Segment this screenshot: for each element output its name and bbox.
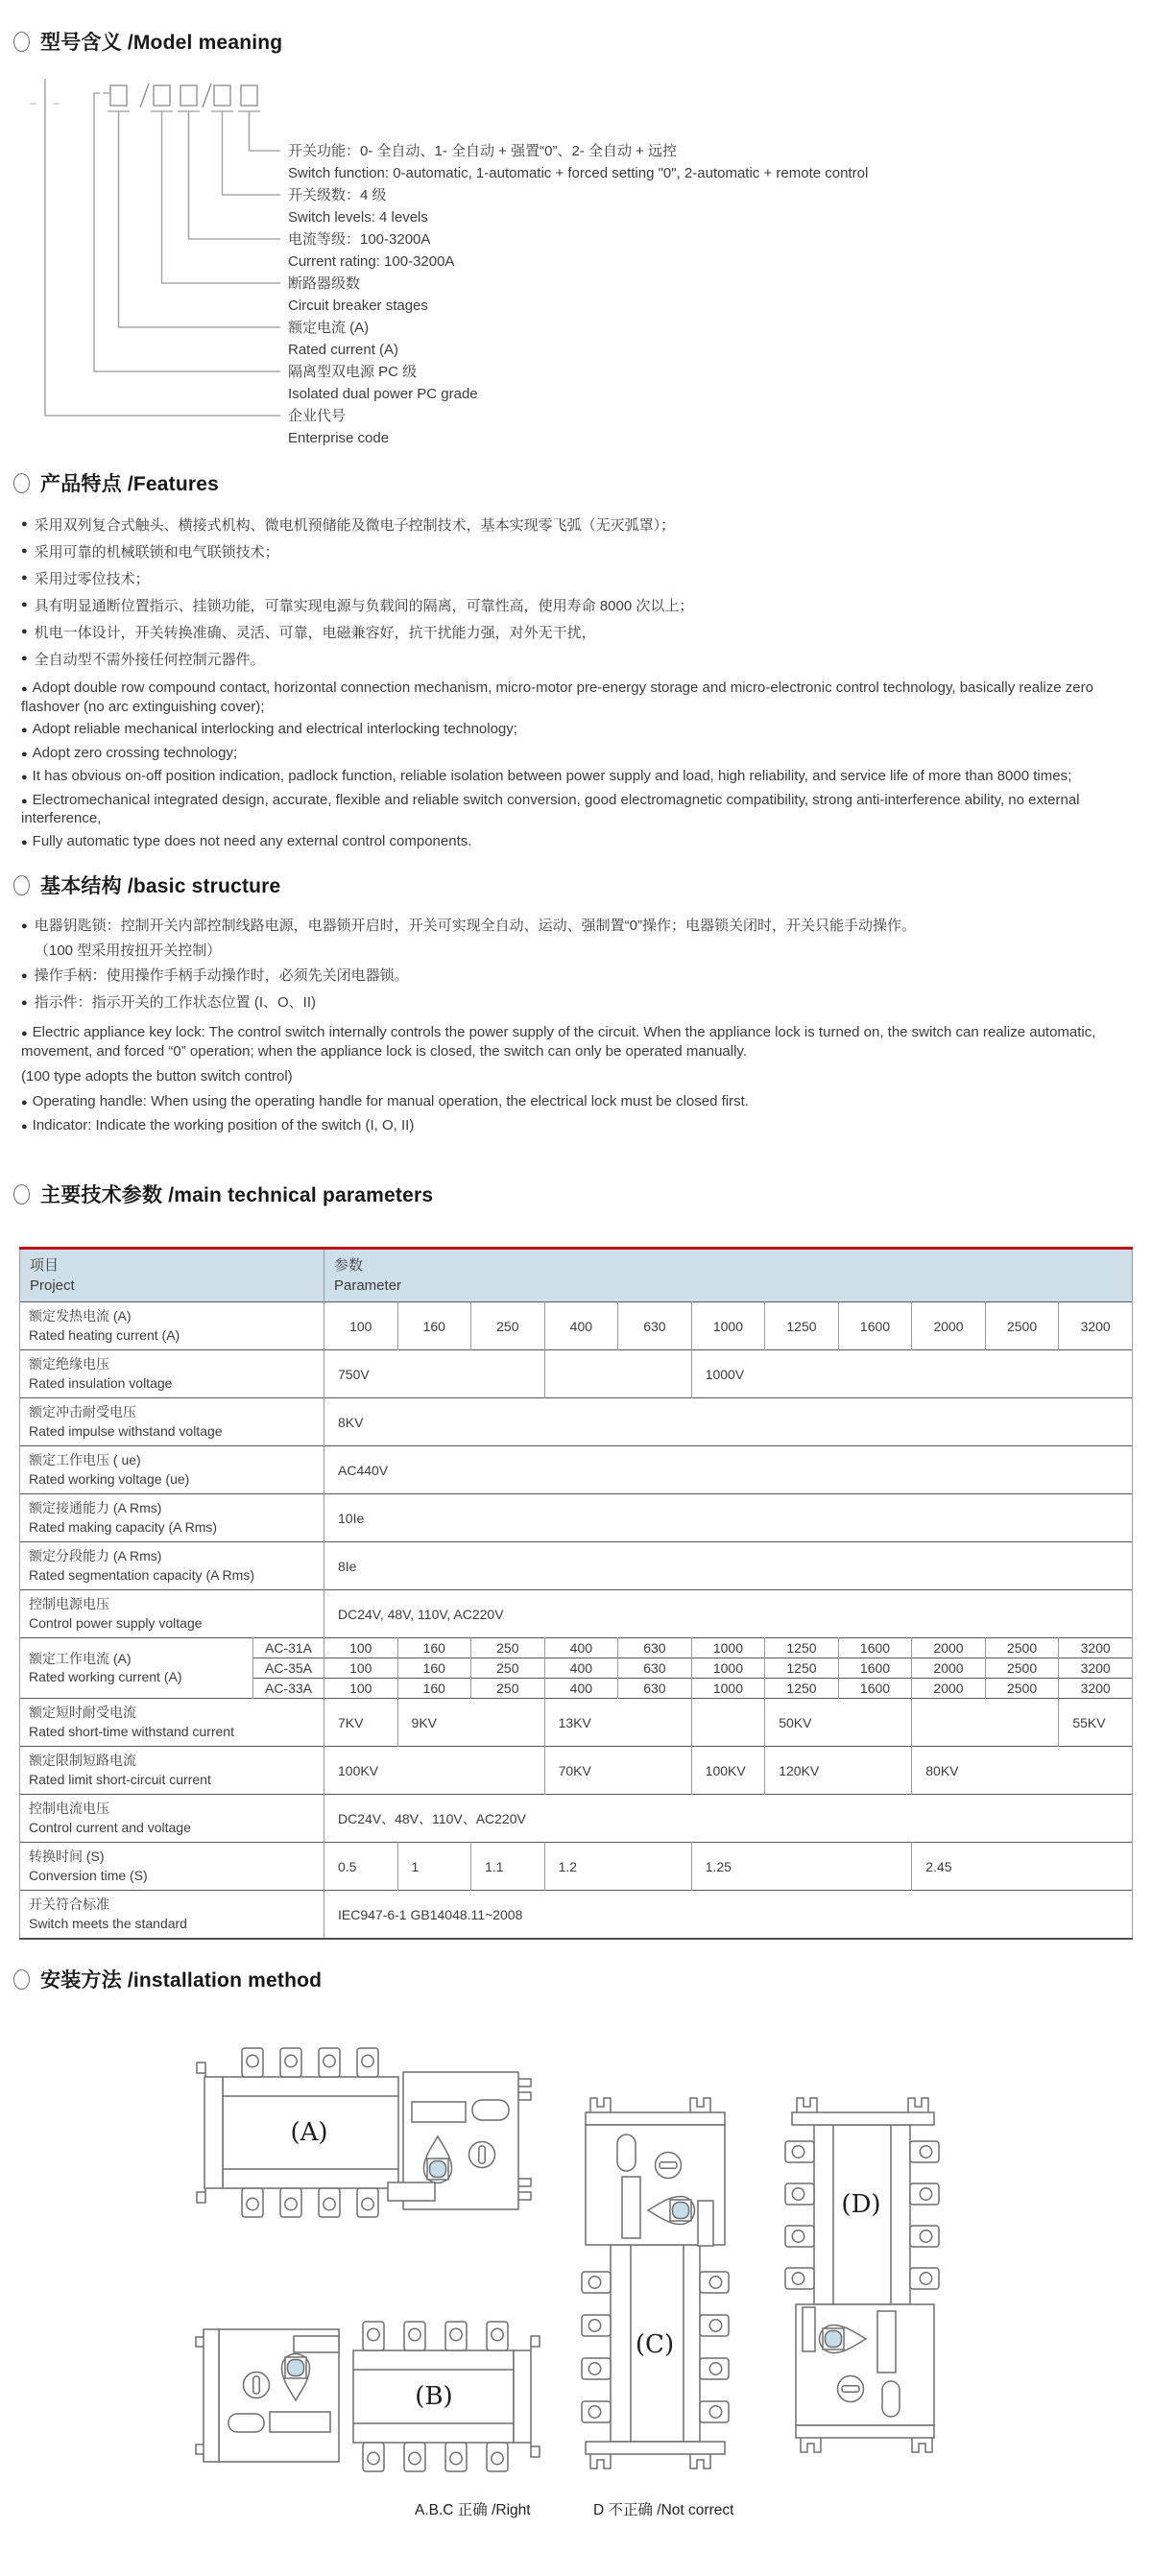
cell: 额定发热电流 (A) Rated heating current (A): [20, 1302, 324, 1350]
cell: 9KV: [397, 1699, 544, 1747]
model-label-switch-function: 开关功能：0- 全自动、1- 全自动 + 强置“0”、2- 全自动 + 远控 Switch function: 0-automatic, 1-automatic + forced setting "0", 2-automatic + remote control: [288, 143, 869, 181]
cell: 1.1: [471, 1843, 545, 1891]
diagram-d: [785, 2098, 939, 2452]
cell: 160: [397, 1638, 471, 1658]
cell: 控制电流电压 Control current and voltage: [20, 1795, 324, 1843]
table-header-row: [20, 1249, 1133, 1302]
cell: 100: [324, 1302, 398, 1350]
structure-note: (100 type adopts the button switch control): [21, 1067, 293, 1085]
cell: 400: [544, 1679, 618, 1699]
cell: 630: [618, 1638, 692, 1658]
cell: 2500: [985, 1658, 1059, 1679]
cell: 70KV: [544, 1747, 691, 1795]
diagram-a: [197, 2048, 531, 2217]
feature-item: ● Fully automatic type does not need any external control components.: [21, 832, 472, 849]
diagram-b-label: (B): [415, 2382, 453, 2411]
cell: 1: [397, 1843, 471, 1891]
cell: 额定接通能力 (A Rms) Rated making capacity (A Rms): [20, 1494, 324, 1542]
bullet-icon: ●: [21, 795, 28, 807]
section-header-install: [13, 1965, 1152, 1993]
section-bullet-icon: [13, 473, 30, 493]
feature-item: ● 采用双列复合式触头、横接式机构、微电机预储能及微电子控制技术，基本实现零飞弧（无灭弧罩）；: [21, 516, 676, 534]
nameplate: [412, 2102, 466, 2122]
cell: 2.45: [912, 1843, 1133, 1891]
cell: 额定工作电压 ( ue) Rated working voltage (ue): [20, 1446, 324, 1494]
nameplate: [270, 2412, 330, 2432]
row-segmentation-capacity: [20, 1542, 1133, 1590]
bullet-icon: ●: [21, 920, 28, 932]
cell: 630: [618, 1679, 692, 1699]
section-header-parameters: [13, 1180, 1152, 1208]
feature-item: ● Electromechanical integrated design, accurate, flexible and reliable switch conversion, good electromagnetic compatibility, strong anti-interference ability, no external interference,: [21, 791, 1080, 826]
diagram-a-label: (A): [290, 2118, 328, 2147]
feature-item: ● Adopt zero crossing technology;: [21, 744, 238, 761]
cell: 1250: [765, 1638, 839, 1658]
cell: 1600: [838, 1638, 912, 1658]
caption-right: A.B.C 正确 /Right: [415, 2502, 531, 2518]
structure-en-list: [21, 1024, 1135, 1135]
model-label-current-rating: 电流等级：100-3200A Current rating: 100-3200A: [288, 231, 455, 270]
cell: 8KV: [324, 1398, 1133, 1446]
cell: AC-35A: [253, 1658, 324, 1679]
section-header-model: [13, 27, 1152, 56]
cell: 400: [544, 1302, 618, 1350]
cell: 1000: [691, 1658, 765, 1679]
header-parameter-cell: 参数 Parameter: [324, 1249, 1133, 1302]
cell: 1250: [765, 1302, 839, 1350]
cell: 3200: [1059, 1302, 1133, 1350]
row-control-supply-voltage: [20, 1590, 1133, 1638]
bullet-icon: ●: [21, 970, 28, 982]
diagram-d-label: (D): [841, 2190, 881, 2219]
cell: 1000: [691, 1679, 765, 1699]
bullet-icon: ●: [21, 599, 28, 610]
model-label-pc-grade: 隔离型双电源 PC 级 Isolated dual power PC grade: [288, 364, 478, 402]
diagram-c: [582, 2098, 729, 2469]
row-working-voltage: [20, 1446, 1133, 1494]
row-control-current-voltage: [20, 1795, 1133, 1843]
header-project-cell: 项目 Project: [20, 1249, 324, 1302]
row-working-current-ac31a: [20, 1638, 1133, 1658]
row-standard: [20, 1891, 1133, 1940]
cell: 2000: [912, 1302, 986, 1350]
handle-slot: [882, 2381, 900, 2417]
bullet-icon: ●: [21, 748, 28, 760]
handle-slot: [617, 2135, 636, 2171]
installation-drawing: [0, 2003, 1152, 2502]
structure-item: ● Indicator: Indicate the working position of the switch (I, O, II): [21, 1116, 415, 1133]
cell: 1250: [765, 1679, 839, 1699]
bullet-icon: ●: [21, 1028, 28, 1039]
section-title-install: 安装方法 /installation method: [40, 1969, 323, 1992]
section-title-parameters: 主要技术参数 /main technical parameters: [40, 1184, 434, 1206]
row-short-time-current: [20, 1699, 1133, 1747]
feature-item: ● 采用过零位技术；: [21, 570, 150, 587]
section-title-features: 产品特点 /Features: [40, 473, 220, 495]
cell: 100KV: [324, 1747, 545, 1795]
model-label-breaker-stages: 断路器级数 Circuit breaker stages: [288, 275, 428, 314]
bullet-icon: ●: [21, 545, 28, 557]
bullet-icon: ●: [21, 572, 28, 584]
feature-item: ● Adopt reliable mechanical interlocking and electrical interlocking technology;: [21, 721, 517, 737]
cell: 1600: [838, 1658, 912, 1679]
model-label-rated-current: 额定电流 (A) Rated current (A): [288, 320, 399, 358]
keylock-icon: [244, 2373, 270, 2398]
cell: 1600: [838, 1679, 912, 1699]
cell: 1000: [691, 1302, 765, 1350]
cell: 630: [618, 1302, 692, 1350]
row-making-capacity: [20, 1494, 1133, 1542]
cell: 额定冲击耐受电压 Rated impulse withstand voltage: [20, 1398, 324, 1446]
feature-item: ● 机电一体设计，开关转换准确、灵活、可靠，电磁兼容好，抗干扰能力强，对外无干扰，: [21, 624, 596, 641]
bullet-icon: ●: [21, 626, 28, 637]
model-label-enterprise-code: 企业代号 Enterprise code: [288, 408, 390, 446]
cell: 额定限制短路电流 Rated limit short-circuit current: [20, 1747, 324, 1795]
cell: 100: [324, 1679, 398, 1699]
cell: 750V: [324, 1350, 545, 1398]
cell: DC24V、48V、110V、AC220V: [324, 1795, 1133, 1843]
section-header-structure: [13, 871, 1152, 899]
control-panel: [796, 2304, 934, 2425]
cell: 额定工作电流 (A) Rated working current (A): [20, 1638, 253, 1699]
cell: 1.25: [691, 1843, 912, 1891]
cell: 1000V: [691, 1350, 1132, 1398]
structure-item: ● Electric appliance key lock: The control switch internally controls the power supply of the circuit. When the appliance lock is turned on, the switch can realize automatic, movement, and forced “0” operation; when the appliance lock is closed, the switch can only be operated manually.: [21, 1024, 1096, 1060]
cell: 250: [471, 1302, 545, 1350]
feature-item: ● 具有明显通断位置指示、挂锁功能，可靠实现电源与负载间的隔离，可靠性高，使用寿命 8000 次以上；: [21, 597, 694, 614]
structure-cn-list: [21, 913, 1135, 1016]
bullet-icon: ●: [21, 997, 28, 1009]
cell: 13KV: [544, 1699, 691, 1747]
cell: 2500: [985, 1679, 1059, 1699]
cell: 转换时间 (S) Conversion time (S): [20, 1843, 324, 1891]
row-insulation-voltage: [20, 1350, 1133, 1398]
structure-item: ● Operating handle: When using the operating handle for manual operation, the electrical lock must be closed first.: [21, 1093, 749, 1109]
handle-slot: [228, 2414, 264, 2432]
bullet-icon: ●: [21, 1097, 28, 1109]
section-bullet-icon: [13, 32, 30, 52]
cell: IEC947-6-1 GB14048.11~2008: [324, 1891, 1133, 1940]
bullet-icon: ●: [21, 772, 28, 783]
bullet-icon: ●: [21, 683, 28, 695]
cell: 55KV: [1059, 1699, 1133, 1747]
cell: 2000: [912, 1679, 986, 1699]
feature-item: ● 全自动型不需外接任何控制元器件。: [21, 651, 265, 668]
diagram-c-label: (C): [635, 2330, 675, 2359]
bullet-icon: ●: [21, 836, 28, 848]
cell: 1.2: [544, 1843, 691, 1891]
cell: 额定分段能力 (A Rms) Rated segmentation capacity (A Rms): [20, 1542, 324, 1590]
cell: [544, 1350, 691, 1398]
cell: 100KV: [691, 1747, 765, 1795]
row-impulse-voltage: [20, 1398, 1133, 1446]
cell: 100: [324, 1658, 398, 1679]
cell: 控制电源电压 Control power supply voltage: [20, 1590, 324, 1638]
cell: 10Ie: [324, 1494, 1133, 1542]
structure-item: ● 电器钥匙锁：控制开关内部控制线路电源，电器锁开启时，开关可实现全自动、运动、强制置“0”操作；电器锁关闭时，开关只能手动操作。: [21, 913, 1135, 940]
cell: [691, 1699, 765, 1747]
installation-diagrams: [0, 2003, 1152, 2545]
section-title-structure: 基本结构 /basic structure: [40, 875, 281, 897]
cell: 120KV: [765, 1747, 912, 1795]
cell: 开关符合标准 Switch meets the standard: [20, 1891, 324, 1940]
handle-slot: [472, 2100, 509, 2120]
bullet-icon: ●: [21, 653, 28, 664]
model-code-boxes: [110, 83, 257, 107]
cell: 0.5: [324, 1843, 398, 1891]
section-bullet-icon: [13, 875, 30, 895]
cell: 1000: [691, 1638, 765, 1658]
bullet-icon: ●: [21, 1120, 28, 1133]
cell: 400: [544, 1638, 618, 1658]
parameters-table: [19, 1247, 1133, 1940]
cell: 2500: [985, 1302, 1059, 1350]
cell: 250: [471, 1638, 545, 1658]
cell: 630: [618, 1658, 692, 1679]
model-code-diagram-lines: [0, 61, 1152, 447]
cell: [912, 1699, 1059, 1747]
cell: 250: [471, 1679, 545, 1699]
cell: 2500: [985, 1638, 1059, 1658]
model-label-switch-levels: 开关级数：4 级 Switch levels: 4 levels: [288, 187, 428, 226]
section-bullet-icon: [13, 1184, 30, 1205]
row-heating-current: [20, 1302, 1133, 1350]
cell: 1600: [838, 1302, 912, 1350]
nameplate: [622, 2177, 640, 2238]
cell: 2000: [912, 1658, 986, 1679]
cell: 额定绝缘电压 Rated insulation voltage: [20, 1350, 324, 1398]
cell: 100: [324, 1638, 398, 1658]
model-meaning-diagram: [0, 61, 1152, 447]
feature-item: ● 采用可靠的机械联锁和电气联锁技术；: [21, 543, 279, 561]
cell: 160: [397, 1658, 471, 1679]
cell: AC440V: [324, 1446, 1133, 1494]
section-bullet-icon: [13, 1969, 30, 1990]
cell: 50KV: [765, 1699, 912, 1747]
features-en-list: [21, 680, 1135, 851]
cell: 3200: [1059, 1679, 1133, 1699]
nameplate: [877, 2311, 896, 2373]
section-title-model: 型号含义 /Model meaning: [40, 32, 283, 54]
cell: 160: [397, 1302, 471, 1350]
keylock-icon: [656, 2153, 682, 2179]
features-cn-list: [21, 511, 1135, 672]
cell: 160: [397, 1679, 471, 1699]
keylock-icon: [469, 2142, 495, 2168]
cell: 8Ie: [324, 1542, 1133, 1590]
cell: 3200: [1059, 1658, 1133, 1679]
row-conversion-time: [20, 1843, 1133, 1891]
cell: 7KV: [324, 1699, 398, 1747]
cell: 3200: [1059, 1638, 1133, 1658]
cell: AC-33A: [253, 1679, 324, 1699]
cell: 400: [544, 1658, 618, 1679]
section-header-features: [13, 468, 1152, 497]
structure-item: ● 操作手柄：使用操作手柄手动操作时，必须先关闭电器锁。: [21, 963, 1135, 990]
cell: AC-31A: [253, 1638, 324, 1658]
cell: 250: [471, 1658, 545, 1679]
row-short-circuit-current: [20, 1747, 1133, 1795]
cell: DC24V, 48V, 110V, AC220V: [324, 1590, 1133, 1638]
cell: 80KV: [912, 1747, 1133, 1795]
keylock-icon: [838, 2376, 864, 2402]
feature-item: ● It has obvious on-off position indication, padlock function, reliable isolation between power supply and load, high reliability, and service life of more than 8000 times;: [21, 768, 1072, 784]
diagram-b: [196, 2322, 540, 2471]
cell: 额定短时耐受电流 Rated short-time withstand current: [20, 1699, 324, 1747]
structure-note: （100 型采用按扭开关控制）: [35, 942, 222, 959]
bullet-icon: ●: [21, 725, 28, 736]
structure-item: ● 指示件：指示开关的工作状态位置 (I、O、II): [21, 990, 1135, 1016]
feature-item: ● Adopt double row compound contact, horizontal connection mechanism, micro-motor pre-energy storage and micro-electronic control technology, basically realize zero flashover (no arc extinguishing cover);: [21, 680, 1093, 715]
cell: 2000: [912, 1638, 986, 1658]
caption-not-correct: D 不正确 /Not correct: [593, 2502, 734, 2518]
bullet-icon: ●: [21, 518, 28, 530]
cell: 1250: [765, 1658, 839, 1679]
